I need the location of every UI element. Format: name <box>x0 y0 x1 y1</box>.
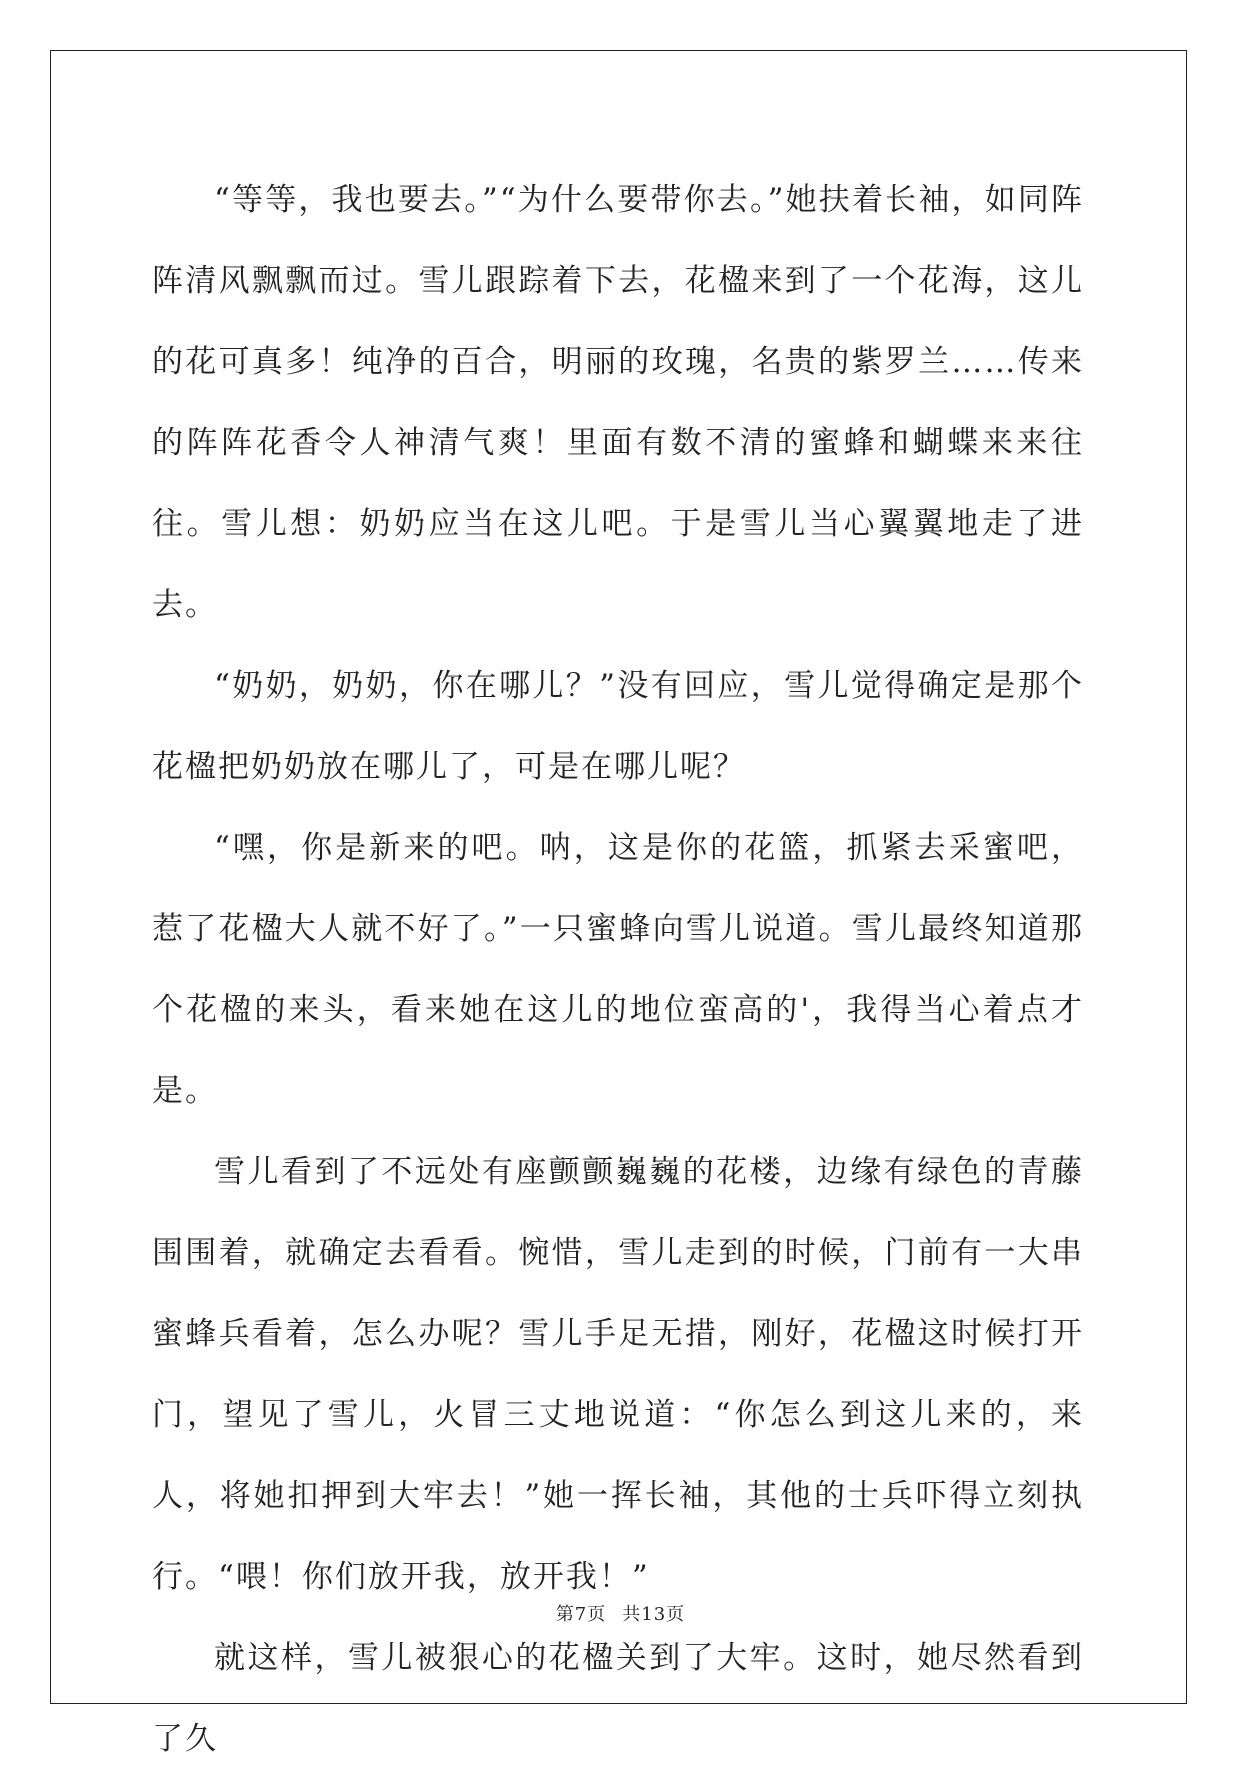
paragraph: 就这样，雪儿被狠心的花楹关到了大牢。这时，她尽然看到了久 <box>152 1640 1084 1757</box>
paragraph: “嘿，你是新来的吧。呐，这是你的花篮，抓紧去采蜜吧，惹了花楹大人就不好了。”一只蜜蜂向雪儿说道。雪儿最终知道那个花楹的来头，看来她在这儿的地位蛮高的'，我得当心着点才是。 <box>152 830 1084 1109</box>
paragraph: 雪儿看到了不远处有座颤颤巍巍的花楼，边缘有绿色的青藤围围着，就确定去看看。惋惜，雪儿走到的时候，门前有一大串蜜蜂兵看着，怎么办呢？雪儿手足无措，刚好，花楹这时候打开门，望见了雪儿，火冒三丈地说道：“你怎么到这儿来的，来人，将她扣押到大牢去！”她一挥长袖，其他的士兵吓得立刻执行。“喂！你们放开我，放开我！” <box>152 1154 1084 1595</box>
paragraph: “等等，我也要去。”“为什么要带你去。”她扶着长袖，如同阵阵清风飘飘而过。雪儿跟踪着下去，花楹来到了一个花海，这儿的花可真多！纯净的百合，明丽的玫瑰，名贵的紫罗兰……传来的阵阵花香令人神清气爽！里面有数不清的蜜蜂和蝴蝶来来往往。雪儿想：奶奶应当在这儿吧。于是雪儿当心翼翼地走了进去。 <box>152 182 1084 623</box>
page-number: 第7页 <box>555 1604 607 1625</box>
document-body <box>152 160 1084 1780</box>
page-total: 共13页 <box>622 1604 686 1625</box>
paragraph: “奶奶，奶奶，你在哪儿？”没有回应，雪儿觉得确定是那个花楹把奶奶放在哪儿了，可是在哪儿呢？ <box>152 668 1084 785</box>
page-footer <box>0 1600 1241 1626</box>
